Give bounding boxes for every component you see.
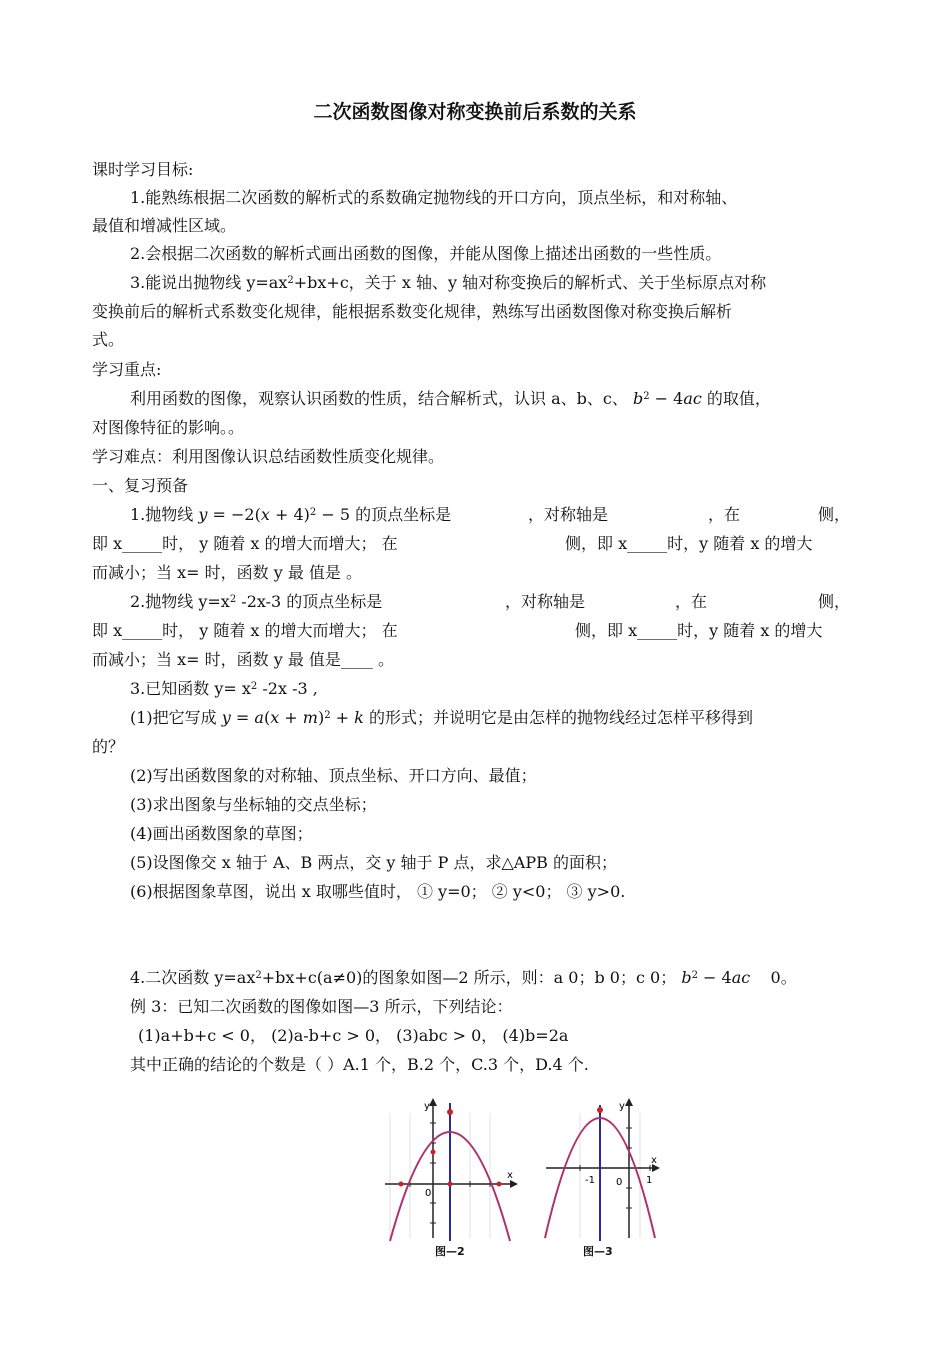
q2-line-1: 2.抛物线 $y=x^2$ -2x-3 的顶点坐标是 — [130, 592, 383, 611]
figure-3 — [540, 1093, 670, 1243]
q1-line-3: 而减小；当 x= 时，函数 y 最 值是 。 — [92, 563, 362, 582]
fig3-vertex — [597, 1107, 603, 1113]
q2-line-3: 而减小；当 x= 时，函数 y 最 值是____ 。 — [92, 650, 394, 669]
q2-side-end: 侧， — [818, 592, 851, 611]
fig2-caption: 图—2 — [435, 1245, 465, 1258]
fig2-axis-point — [448, 1182, 453, 1187]
example3-line-3: 其中正确的结论的个数是（ ）A.1 个，B.2 个，C.3 个，D.4 个. — [130, 1055, 589, 1074]
q4-line: 4.二次函数 $y=ax^2+bx+c(a\ne 0)$的图象如图—2 所示，则：a 0；b 0；c 0； $b^2 - 4ac$ 0。 — [130, 968, 797, 987]
fig3-origin-label: 0 — [616, 1177, 623, 1188]
fig3-caption: 图—3 — [583, 1245, 613, 1258]
fig2-x-label: x — [507, 1170, 513, 1181]
fig2-origin-label: 0 — [425, 1188, 432, 1199]
q1-axis-label: ，对称轴是 — [528, 505, 609, 524]
q1-line-2a: 即 x_____时， y 随着 x 的增大而增大； 在 — [92, 534, 398, 553]
key-points-line-2: 对图像特征的影响。。 — [92, 418, 245, 437]
q1-line-2b: 侧，即 x_____时，y 随着 x 的增大 — [565, 534, 813, 553]
objective-2: 2.会根据二次函数的解析式画出函数的图像，并能从图像上描述出函数的一些性质。 — [130, 244, 722, 263]
q3-heading: 3.已知函数 $y= x^2$ -2x -3 , — [130, 679, 318, 698]
fig3-tick-neg1: -1 — [585, 1175, 595, 1186]
section-heading-review: 一、复习预备 — [92, 476, 189, 495]
fig3-tick-1: 1 — [646, 1175, 653, 1186]
q3-part-1: (1)把它写成 $y = a(x + m)^2 + k$ 的形式；并说明它是由怎样的抛物线经过怎样平移得到 — [130, 708, 753, 727]
q2-line-2b: 侧，即 x_____时，y 随着 x 的增大 — [575, 621, 823, 640]
q3-part-2: (2)写出函数图象的对称轴、顶点坐标、开口方向、最值； — [130, 766, 537, 785]
fig3-x-label: x — [651, 1155, 657, 1166]
fig2-root-left — [399, 1182, 404, 1187]
objective-3-line-2: 变换前后的解析式系数变化规律，能根据系数变化规律，熟练写出函数图像对称变换后解析 — [92, 302, 733, 321]
fig2-root-right — [497, 1182, 502, 1187]
fig2-y-label: y — [424, 1101, 430, 1112]
fig2-y-arrow-icon — [429, 1098, 437, 1106]
objectives-heading: 课时学习目标: — [92, 160, 194, 179]
figure-2 — [380, 1093, 525, 1243]
fig2-x-arrow-icon — [510, 1180, 518, 1188]
q3-part-6: (6)根据图象草图，说出 x 取哪些值时， ① y=0； ② y<0； ③ y>0. — [130, 882, 626, 901]
difficulty-line: 学习难点：利用图像认识总结函数性质变化规律。 — [92, 447, 445, 466]
q3-part-3: (3)求出图象与坐标轴的交点坐标； — [130, 795, 377, 814]
q1-line-1: 1.抛物线 $y = -2(x + 4)^2 - 5$ 的顶点坐标是 — [130, 505, 452, 524]
example3-line-1: 例 3：已知二次函数的图像如图—3 所示，下列结论： — [130, 997, 513, 1016]
q1-side-label: ，在 — [708, 505, 741, 524]
objective-3-line-3: 式。 — [92, 330, 125, 349]
example3-line-2: (1)a+b+c < 0， (2)a-b+c > 0， (3)abc > 0， (4)b=2a — [138, 1026, 569, 1045]
q3-part-4: (4)画出函数图象的草图； — [130, 824, 313, 843]
objective-1-line-2: 最值和增减性区域。 — [92, 216, 237, 235]
fig3-y-arrow-icon — [625, 1098, 633, 1106]
fig2-vertex — [447, 1109, 453, 1115]
objective-3-line-1: 3.能说出抛物线 $y=ax^2+bx+c$，关于 x 轴、y 轴对称变换后的解析式、关于坐标原点对称 — [130, 273, 767, 292]
objective-1-line-1: 1.能熟练根据二次函数的解析式的系数确定抛物线的开口方向，顶点坐标，和对称轴、 — [130, 188, 738, 207]
key-points-heading: 学习重点: — [92, 360, 162, 379]
fig2-y-intercept — [431, 1150, 436, 1155]
q3-part-5: (5)设图像交 x 轴于 A、B 两点，交 y 轴于 P 点，求△APB 的面积； — [130, 853, 617, 872]
q1-side-end: 侧， — [818, 505, 851, 524]
q3-part-1-end: 的？ — [92, 737, 125, 756]
fig3-y-label: y — [619, 1101, 625, 1112]
key-points-line-1: 利用函数的图像，观察认识函数的性质，结合解析式，认识 a、b、c、 $b^2 - 4ac$ 的取值， — [130, 389, 771, 408]
page-title: 二次函数图像对称变换前后系数的关系 — [313, 101, 637, 123]
q2-side-label: ，在 — [675, 592, 708, 611]
q2-line-2a: 即 x_____时， y 随着 x 的增大而增大； 在 — [92, 621, 398, 640]
q2-axis-label: ，对称轴是 — [505, 592, 586, 611]
